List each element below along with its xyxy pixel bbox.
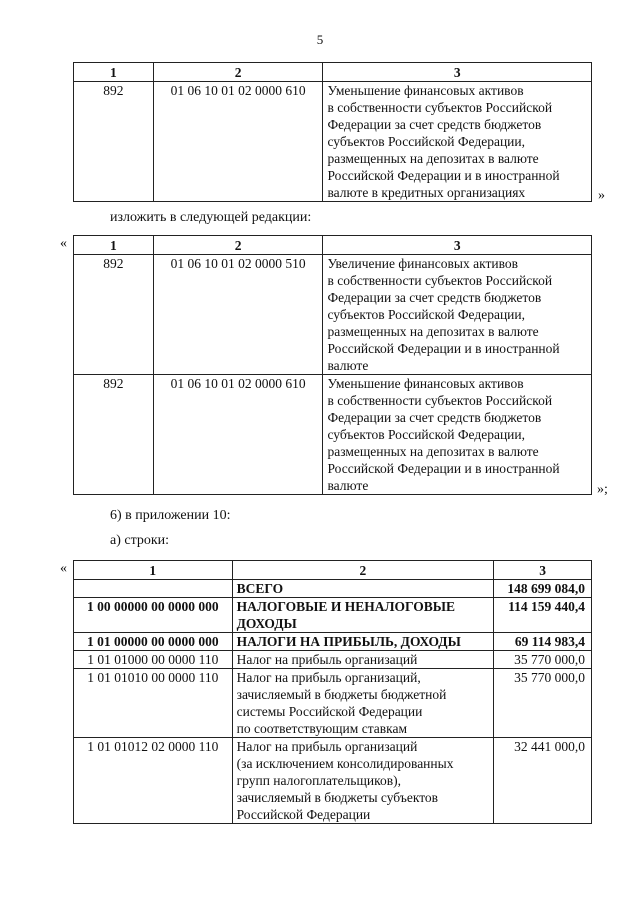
table3-header-3: 3 [494,561,592,580]
page-number: 5 [316,32,324,47]
table-row [74,633,592,651]
revenue-name: НАЛОГИ НА ПРИБЫЛЬ, ДОХОДЫ [232,633,494,651]
revenue-name: ВСЕГО [232,580,494,598]
table1-header-2: 2 [153,63,323,82]
table-sources-1 [73,62,592,202]
table-sources-2 [73,235,592,495]
source-name: Уменьшение финансовых активов в собственности субъектов Российской Федерации за счет средств бюджетов субъектов Российской Федерации, размещенных на депозитах в валюте Российской Федерации и в иностранной валюте в кредитных организациях [323,82,592,202]
source-code: 01 06 10 01 02 0000 510 [153,255,323,375]
paragraph-rows: а) строки: [110,533,170,548]
close-quote-1: » [598,188,605,203]
revenue-name: Налог на прибыль организаций [232,651,494,669]
table3-header-2: 2 [232,561,494,580]
table-row [74,375,592,495]
admin-code: 892 [74,82,154,202]
table-row [74,598,592,633]
source-name: Увеличение финансовых активов в собственности субъектов Российской Федерации за счет средств бюджетов субъектов Российской Федерации, размещенных на депозитах в валюте Российской Федерации и в иностранной валюте [323,255,592,375]
revenue-amount: 35 770 000,0 [494,669,592,738]
paragraph-appendix: 6) в приложении 10: [110,508,231,523]
revenue-code: 1 00 00000 00 0000 000 [74,598,233,633]
revenue-name: НАЛОГОВЫЕ И НЕНАЛОГОВЫЕ ДОХОДЫ [232,598,494,633]
table-revenues [73,560,592,824]
table-row [74,738,592,824]
close-quote-2: »; [597,482,608,497]
revenue-amount: 69 114 983,4 [494,633,592,651]
source-code: 01 06 10 01 02 0000 610 [153,82,323,202]
table2-header-1: 1 [74,236,154,255]
paragraph-replace: изложить в следующей редакции: [110,210,312,225]
revenue-code: 1 01 01012 02 0000 110 [74,738,233,824]
revenue-amount: 32 441 000,0 [494,738,592,824]
revenue-name: Налог на прибыль организаций, зачисляемый в бюджеты бюджетной системы Российской Федерации по соответствующим ставкам [232,669,494,738]
revenue-code: 1 01 01000 00 0000 110 [74,651,233,669]
source-code: 01 06 10 01 02 0000 610 [153,375,323,495]
source-name: Уменьшение финансовых активов в собственности субъектов Российской Федерации за счет средств бюджетов субъектов Российской Федерации, размещенных на депозитах в валюте Российской Федерации и в иностранной валюте [323,375,592,495]
table3-header-1: 1 [74,561,233,580]
revenue-name: Налог на прибыль организаций (за исключением консолидированных групп налогоплательщиков), зачисляемый в бюджеты субъектов Российской Федерации [232,738,494,824]
admin-code: 892 [74,375,154,495]
table2-header-3: 3 [323,236,592,255]
admin-code: 892 [74,255,154,375]
revenue-amount: 114 159 440,4 [494,598,592,633]
revenue-code: 1 01 01010 00 0000 110 [74,669,233,738]
table-row [74,669,592,738]
revenue-code: 1 01 00000 00 0000 000 [74,633,233,651]
table-row [74,651,592,669]
table1-header-3: 3 [323,63,592,82]
open-quote-3: « [60,561,67,576]
table-row [74,580,592,598]
revenue-amount: 35 770 000,0 [494,651,592,669]
revenue-amount: 148 699 084,0 [494,580,592,598]
table-row [74,82,592,202]
table-row [74,255,592,375]
revenue-code [74,580,233,598]
open-quote-2: « [60,236,67,251]
table1-header-1: 1 [74,63,154,82]
table2-header-2: 2 [153,236,323,255]
